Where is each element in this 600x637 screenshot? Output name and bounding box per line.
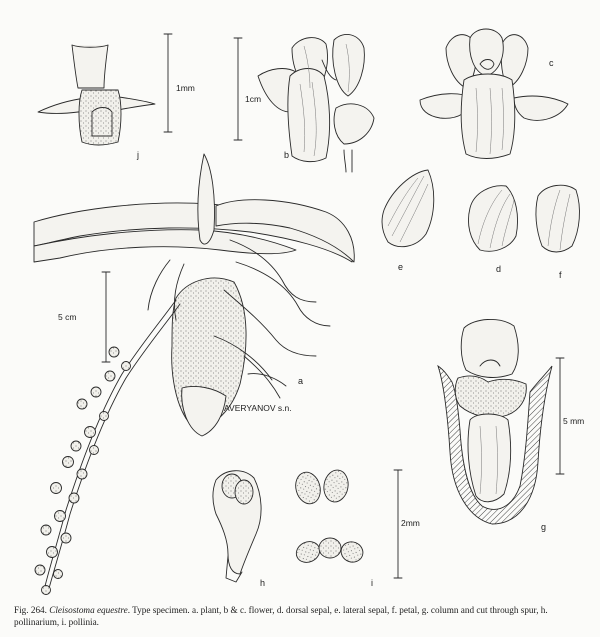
- label-a: a: [298, 376, 304, 386]
- figure-g-column-and-spur: [438, 319, 552, 524]
- caption-text: . Type specimen. a. plant, b & c. flower, d. dorsal sepal, e. lateral sepal, f. petal, g. column and cut through spur, h. pollinarium, i. pollinia.: [14, 605, 548, 627]
- figure-b-flower-side: [258, 34, 374, 172]
- figure-caption: [14, 604, 586, 628]
- figure-i-pollinia: [292, 468, 365, 566]
- label-j: j: [137, 150, 139, 160]
- figure-f-petal: [536, 185, 580, 252]
- figure-j-column-detail: [38, 45, 155, 145]
- label-b: b: [284, 150, 290, 160]
- label-g: g: [541, 522, 547, 532]
- scale-label-j: 1mm: [176, 83, 195, 93]
- collector-annotation: AVERYANOV s.n.: [224, 403, 292, 413]
- scale-label-bc: 1cm: [245, 94, 262, 104]
- label-i: i: [371, 578, 373, 588]
- caption-species: Cleisostoma equestre: [49, 605, 128, 615]
- scale-label-plant: 5 cm: [58, 312, 77, 322]
- figure-d-dorsal-sepal: [468, 186, 517, 252]
- label-c: c: [549, 58, 554, 68]
- scale-label-column: 5 mm: [563, 416, 585, 426]
- figure-e-lateral-sepal: [382, 170, 434, 247]
- label-f: f: [559, 270, 562, 280]
- figure-a-plant: [34, 154, 354, 595]
- scale-label-pollinia: 2mm: [401, 518, 420, 528]
- label-e: e: [398, 262, 404, 272]
- label-d: d: [496, 264, 502, 274]
- caption-prefix: Fig. 264.: [14, 605, 47, 615]
- figure-c-flower-front: [420, 29, 568, 159]
- figure-h-pollinarium: [213, 471, 261, 582]
- label-h: h: [260, 578, 266, 588]
